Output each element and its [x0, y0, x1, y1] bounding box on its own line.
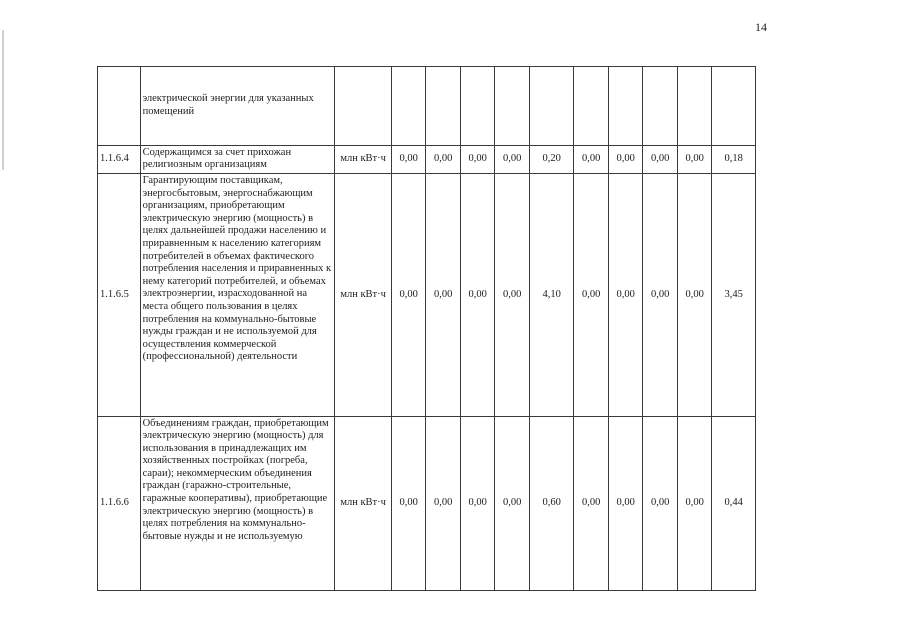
description-text: Объединениям граждан, приобретающим электрическую энергию (мощность) для использования в принадлежащих им хозяйственных постройках (погреба, сараи); некоммерческим объединения граждан (гаражно-строительные, гаражные кооперативы), приобретающие электрическую энергию (мощность) в целях потребления на коммунально-бытовые нужды и не используемую	[142, 417, 329, 542]
value-cell: 4,10	[529, 174, 574, 417]
table-row	[98, 67, 756, 146]
value-cell: 0,00	[392, 146, 426, 174]
tariff-volume-table	[97, 66, 756, 591]
value-cell: 3,45	[712, 174, 756, 417]
value-cell: 0,00	[574, 146, 608, 174]
value-cell	[574, 67, 608, 146]
value-cell	[392, 67, 426, 146]
value-cell	[460, 67, 494, 146]
value-cell: 0,00	[460, 417, 494, 591]
value-cell: 0,44	[712, 417, 756, 591]
description-cell	[140, 146, 335, 174]
value-cell: 0,00	[426, 417, 460, 591]
value-cell: 0,00	[643, 174, 677, 417]
value-cell: 0,00	[495, 417, 529, 591]
value-cell	[495, 67, 529, 146]
value-cell	[712, 67, 756, 146]
table-row	[98, 146, 756, 174]
value-cell: 0,18	[712, 146, 756, 174]
row-number-cell	[98, 67, 141, 146]
value-cell: 0,00	[677, 174, 711, 417]
description-text: Содержащимся за счет прихожан религиозным организациям	[142, 146, 292, 171]
value-cell	[608, 67, 642, 146]
unit-cell: млн кВт·ч	[335, 417, 392, 591]
value-cell	[426, 67, 460, 146]
value-cell: 0,00	[460, 146, 494, 174]
value-cell: 0,00	[460, 174, 494, 417]
value-cell: 0,00	[574, 417, 608, 591]
unit-cell: млн кВт·ч	[335, 174, 392, 417]
unit-cell	[335, 67, 392, 146]
value-cell: 0,00	[608, 417, 642, 591]
value-cell: 0,00	[392, 417, 426, 591]
value-cell: 0,60	[529, 417, 574, 591]
value-cell: 0,00	[495, 174, 529, 417]
table-row	[98, 417, 756, 591]
row-number-cell: 1.1.6.5	[98, 174, 141, 417]
value-cell: 0,00	[392, 174, 426, 417]
value-cell	[677, 67, 711, 146]
description-text: электрической энергии для указанных помещений	[142, 93, 314, 117]
value-cell: 0,20	[529, 146, 574, 174]
row-number-cell: 1.1.6.4	[98, 146, 141, 174]
value-cell: 0,00	[608, 146, 642, 174]
value-cell: 0,00	[495, 146, 529, 174]
value-cell: 0,00	[643, 417, 677, 591]
page-number: 14	[755, 20, 767, 34]
value-cell: 0,00	[608, 174, 642, 417]
unit-cell: млн кВт·ч	[335, 146, 392, 174]
description-cell	[140, 174, 335, 417]
description-cell	[140, 417, 335, 591]
row-number-cell: 1.1.6.6	[98, 417, 141, 591]
value-cell: 0,00	[677, 417, 711, 591]
scan-edge-mark	[2, 30, 4, 170]
value-cell: 0,00	[426, 146, 460, 174]
table-row	[98, 174, 756, 417]
value-cell	[643, 67, 677, 146]
value-cell: 0,00	[426, 174, 460, 417]
description-text: Гарантирующим поставщикам, энергосбытовым, энергоснабжающим организациям, приобретающим электрическую энергию (мощность) в целях дальнейшей продажи населению и приравненным к населению категориям потребителей в объемах фактического потребления населения и приравненных к нему категорий потребителей, и объемах электроэнергии, израсходованной на места общего пользования в целях потребления на коммунально-бытовые нужды граждан и не используемой для осуществления коммерческой (профессиональной) деятельности	[142, 175, 332, 363]
value-cell: 0,00	[574, 174, 608, 417]
description-cell	[140, 67, 335, 146]
value-cell: 0,00	[677, 146, 711, 174]
value-cell	[529, 67, 574, 146]
value-cell: 0,00	[643, 146, 677, 174]
